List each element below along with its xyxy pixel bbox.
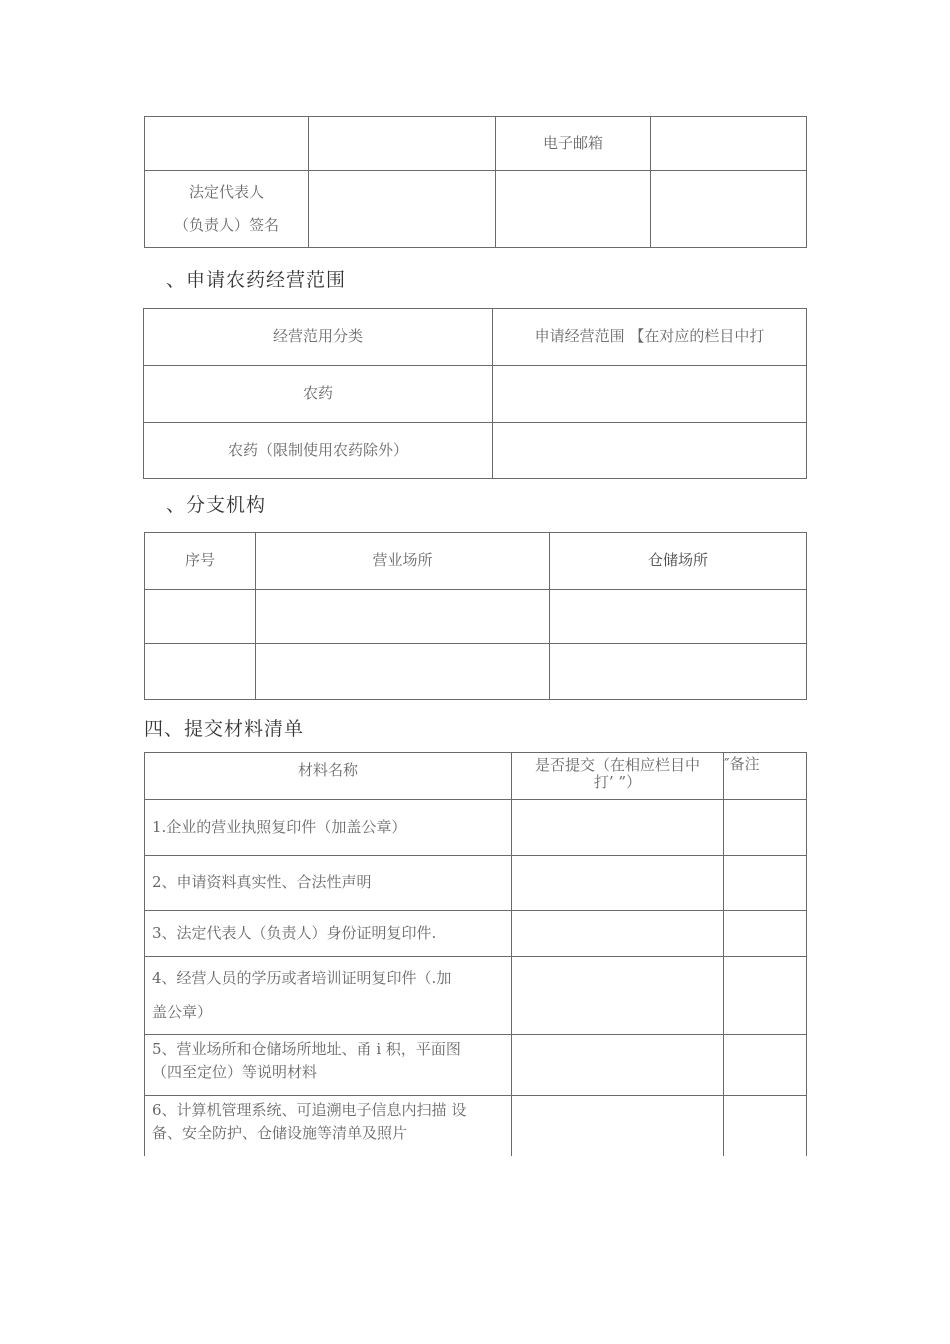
- section-title-branches: 、分支机构: [166, 494, 267, 516]
- table-row: [145, 1035, 807, 1096]
- table-row: [145, 1096, 807, 1156]
- category-cell: 农药（限制使用农药除外）: [144, 423, 493, 479]
- legal-rep-label-line1: 法定代表人: [188, 182, 264, 201]
- submitted-check-cell[interactable]: [512, 800, 724, 856]
- material-item-line1: 5、营业场所和仓储场所地址、甬 i 积，平面图: [152, 1040, 461, 1058]
- empty-cell[interactable]: [496, 171, 651, 248]
- branches-table: [144, 532, 807, 700]
- empty-cell[interactable]: [309, 117, 496, 171]
- note-cell[interactable]: [724, 1096, 807, 1156]
- material-item-line1: 4、经营人员的学历或者培训证明复印件（.加: [152, 969, 452, 987]
- empty-cell[interactable]: [550, 644, 807, 700]
- email-value-cell[interactable]: [651, 117, 807, 171]
- empty-cell[interactable]: [256, 590, 550, 644]
- table-row: [145, 117, 807, 171]
- header-no: 序号: [145, 533, 256, 590]
- section-title-materials: 四、提交材料清单: [144, 718, 305, 740]
- legal-rep-signature-label: [145, 171, 309, 248]
- header-business-site: 营业场所: [256, 533, 550, 590]
- table-row: [144, 309, 807, 366]
- table-row: [145, 644, 807, 700]
- materials-table: [144, 752, 807, 1156]
- material-item: 1.企业的营业执照复印件（加盖公章）: [145, 800, 512, 856]
- table-row: [145, 533, 807, 590]
- table-row: [145, 171, 807, 248]
- table-row: [145, 753, 807, 800]
- material-item: [145, 1096, 512, 1156]
- table-row: [145, 590, 807, 644]
- submitted-check-cell[interactable]: [512, 911, 724, 957]
- table-row: [144, 366, 807, 423]
- note-cell[interactable]: [724, 1035, 807, 1096]
- empty-cell[interactable]: [651, 171, 807, 248]
- empty-cell[interactable]: [145, 117, 309, 171]
- empty-cell[interactable]: [145, 644, 256, 700]
- header-submitted-line2: 打’ ”）: [593, 773, 642, 792]
- header-storage-site: 仓储场所: [550, 533, 807, 590]
- legal-rep-label-line2: （负责人）签名: [173, 216, 279, 234]
- table-row: [145, 957, 807, 1035]
- header-note: ″备注: [724, 753, 807, 800]
- scope-check-cell[interactable]: [493, 366, 807, 423]
- header-scope: 申请经营范围 【在对应的栏目中打: [493, 309, 807, 366]
- submitted-check-cell[interactable]: [512, 957, 724, 1035]
- scope-check-cell[interactable]: [493, 423, 807, 479]
- business-scope-table: [143, 308, 807, 479]
- empty-cell[interactable]: [256, 644, 550, 700]
- empty-cell[interactable]: [145, 590, 256, 644]
- material-item: [145, 957, 512, 1035]
- note-cell[interactable]: [724, 800, 807, 856]
- submitted-check-cell[interactable]: [512, 1096, 724, 1156]
- submitted-check-cell[interactable]: [512, 856, 724, 911]
- material-item-line2: 备、安全防护、仓储设施等清单及照片: [152, 1123, 408, 1142]
- material-item: 3、法定代表人（负责人）身份证明复印件.: [145, 911, 512, 957]
- category-cell: 农药: [144, 366, 493, 423]
- contact-table: [144, 116, 807, 248]
- section-title-business-scope: 、申请农药经营范围: [166, 269, 347, 291]
- header-category: 经营范用分类: [144, 309, 493, 366]
- table-row: [144, 423, 807, 479]
- material-item-line1: 6、计算机管理系统、可追溯电子信息内扫描 设: [152, 1101, 467, 1119]
- note-cell[interactable]: [724, 957, 807, 1035]
- table-row: [145, 911, 807, 957]
- email-label: 电子邮箱: [496, 117, 651, 171]
- table-row: [145, 856, 807, 911]
- header-submitted-line1: 是否提交（在相应栏目中: [534, 756, 700, 774]
- empty-cell[interactable]: [550, 590, 807, 644]
- note-cell[interactable]: [724, 911, 807, 957]
- submitted-check-cell[interactable]: [512, 1035, 724, 1096]
- header-submitted: [512, 753, 724, 800]
- note-cell[interactable]: [724, 856, 807, 911]
- material-item-line2: 盖公章）: [152, 1002, 213, 1021]
- material-item-line2: （四至定位）等说明材料: [152, 1062, 318, 1081]
- material-item: 2、申请资料真实性、合法性声明: [145, 856, 512, 911]
- signature-cell[interactable]: [309, 171, 496, 248]
- material-item: [145, 1035, 512, 1096]
- header-material-name: 材料名称: [145, 753, 512, 800]
- table-row: [145, 800, 807, 856]
